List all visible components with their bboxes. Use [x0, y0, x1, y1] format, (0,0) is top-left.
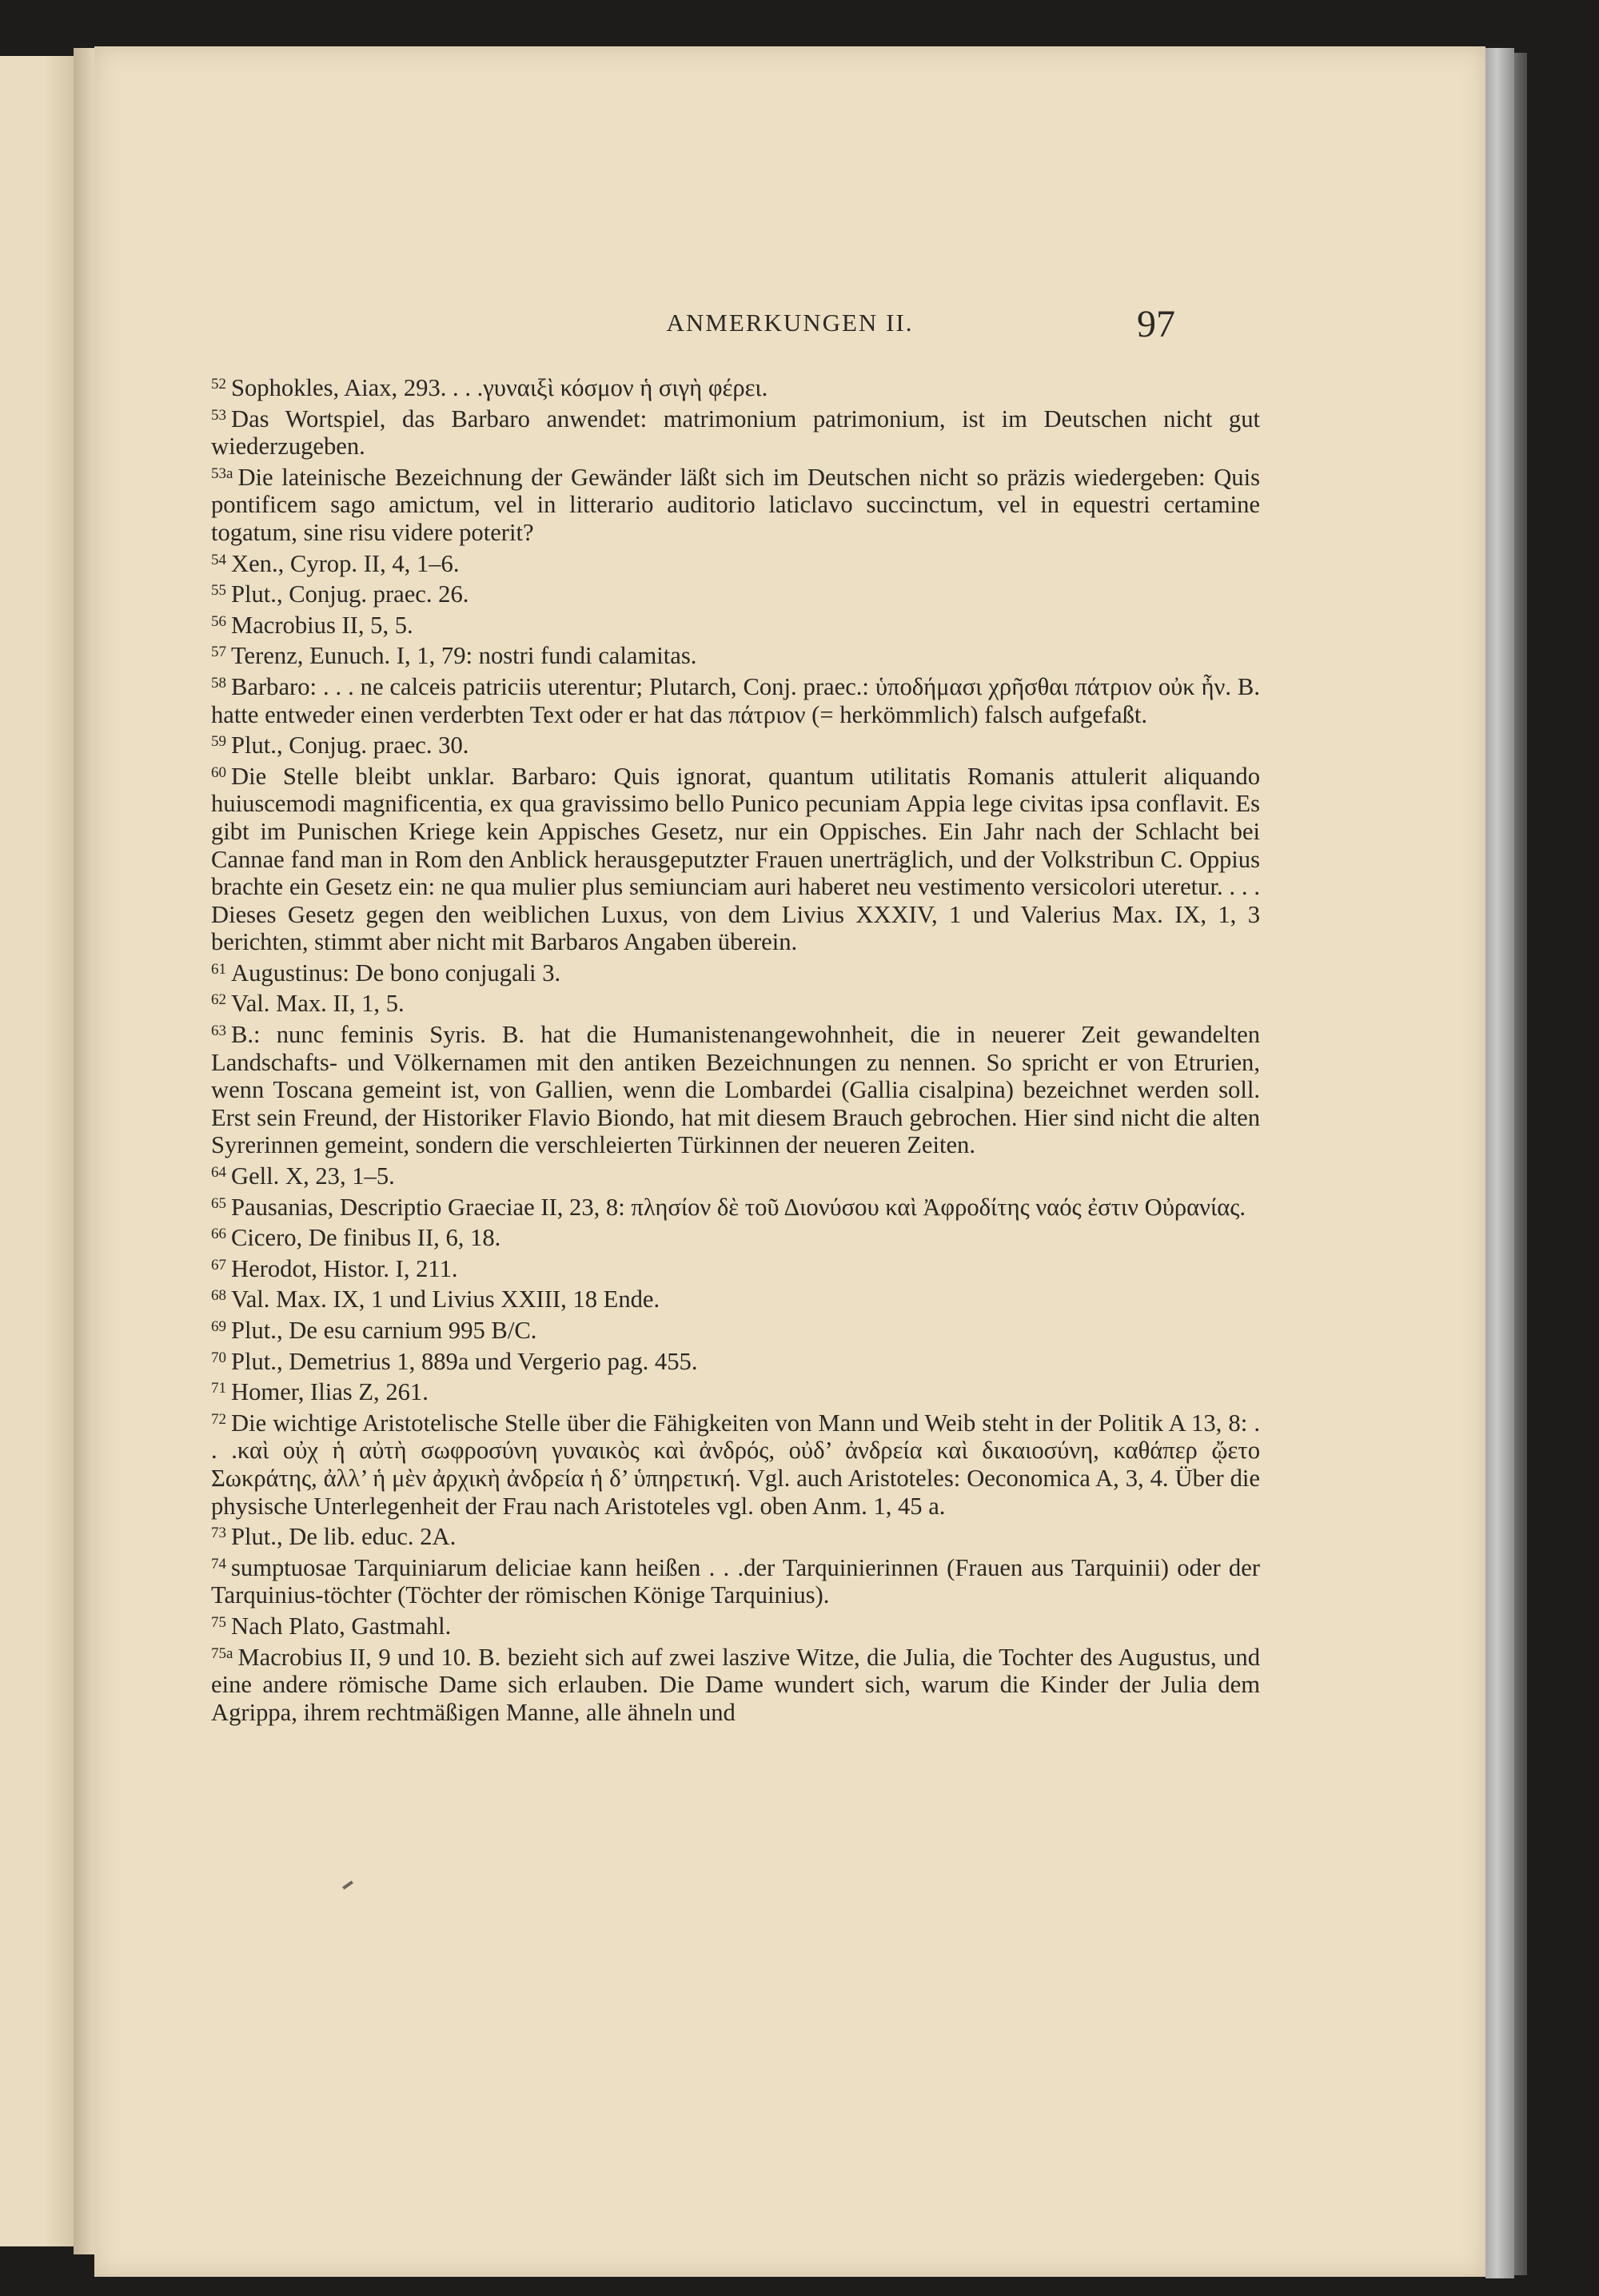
note-text: Die Stelle bleibt unklar. Barbaro: Quis ignorat, quantum utilitatis Romanis attulerit aliquando huiuscemodi magnificentia, ex qua gravissimo bello Punico pecuniam Appia lege civitas ipsa conflavit. Es gibt im Punischen Kriege kein Appisches Gesetz, nur ein Oppisches. Ein Jahr nach der Schlacht bei Cannae fand man in Rom den Anblick herausgeputzter Frauen unerträglich, und der Volkstribun C. Oppius brachte ein Gesetz ein: ne qua mulier plus semiunciam auri haberet neu vestimento versicolori uteretur. . . . Dieses Gesetz gegen den weiblichen Luxus, von dem Livius XXXIV, 1 und Valerius Max. IX, 1, 3 berichten, stimmt aber nicht mit Barbaros Angaben überein.	[211, 762, 1260, 956]
pencil-mark	[342, 1880, 353, 1889]
note-62	[211, 987, 1260, 1018]
note-64	[211, 1159, 1260, 1190]
note-52	[211, 371, 1260, 402]
note-text: Pausanias, Descriptio Graeciae II, 23, 8: πλησίον δὲ τοῦ Διονύσου καὶ Ἀφροδίτης ναός ἐστιν Οὐρανίας.	[231, 1193, 1246, 1221]
note-number: 63	[211, 1022, 226, 1040]
note-text: Augustinus: De bono conjugali 3.	[231, 959, 561, 987]
note-text: Herodot, Histor. I, 211.	[231, 1254, 458, 1282]
note-53a	[211, 460, 1260, 547]
note-number: 61	[211, 960, 226, 978]
note-number: 69	[211, 1318, 226, 1335]
note-70	[211, 1345, 1260, 1376]
note-text: B.: nunc feminis Syris. B. hat die Humanistenangewohnheit, die in neuerer Zeit gewandelten Landschafts- und Völkernamen mit den antiken Bezeichnungen zu nennen. So spricht er von Etrurien, wenn Toscana gemeint ist, von Gallien, wenn die Lombardei (Gallia cisalpina) bezeichnet werden soll. Erst sein Freund, der Historiker Flavio Biondo, hat mit diesem Brauch gebrochen. Hier sind nicht die alten Syrerinnen gemeint, sondern die verschleierten Türkinnen der neueren Zeiten.	[211, 1021, 1260, 1159]
note-text: Val. Max. II, 1, 5.	[231, 990, 405, 1018]
note-65	[211, 1190, 1260, 1222]
note-number: 53a	[211, 464, 233, 482]
note-number: 58	[211, 674, 226, 692]
note-number: 68	[211, 1287, 226, 1305]
note-number: 54	[211, 551, 226, 568]
facing-page-edge	[0, 56, 76, 2246]
note-text: Plut., Demetrius 1, 889a und Vergerio pag. 455.	[231, 1347, 698, 1375]
note-number: 52	[211, 376, 226, 393]
note-number: 71	[211, 1380, 226, 1397]
note-60	[211, 759, 1260, 956]
note-text: Plut., Conjug. praec. 30.	[231, 731, 469, 759]
running-title: ANMERKUNGEN II.	[666, 309, 914, 337]
note-number: 56	[211, 612, 226, 630]
note-text: Plut., De esu carnium 995 B/C.	[231, 1317, 537, 1344]
note-55	[211, 577, 1260, 608]
note-75	[211, 1609, 1260, 1640]
note-number: 65	[211, 1194, 226, 1212]
note-text: Barbaro: . . . ne calceis patriciis uterentur; Plutarch, Conj. praec.: ὑποδήμασι χρῆσθαι πάτριον οὐκ ἦν. B. hatte entweder einen verderbten Text oder er hat das πάτριον (= herkömmlich) falsch aufgefaßt.	[211, 672, 1260, 728]
note-61	[211, 956, 1260, 987]
note-66	[211, 1221, 1260, 1252]
note-54	[211, 547, 1260, 578]
note-text: Homer, Ilias Z, 261.	[231, 1378, 429, 1406]
note-57	[211, 639, 1260, 670]
note-63	[211, 1018, 1260, 1159]
note-69	[211, 1313, 1260, 1345]
note-number: 64	[211, 1164, 226, 1182]
note-text: Cicero, De finibus II, 6, 18.	[231, 1224, 501, 1252]
note-number: 75a	[211, 1644, 233, 1662]
note-number: 73	[211, 1525, 226, 1542]
note-text: Das Wortspiel, das Barbaro anwendet: matrimonium patrimonium, ist im Deutschen nicht gut wiederzugeben.	[211, 405, 1260, 460]
note-text: Xen., Cyrop. II, 4, 1–6.	[231, 549, 460, 577]
note-text: Die wichtige Aristotelische Stelle über die Fähigkeiten von Mann und Weib steht in der Politik A 13, 8: . . .καὶ οὐχ ἡ αὐτὴ σωφροσύνη γυναικὸς καὶ ἀνδρός, οὐδ’ ἀνδρεία καὶ δικαιοσύνη, καθάπερ ᾤετο Σωκράτης, ἀλλ’ ἡ μὲν ἀρχικὴ ἀνδρεία ἡ δ’ ὑπηρετική. Vgl. auch Aristoteles: Oeconomica A, 3, 4. Über die physische Unterlegenheit der Frau nach Aristoteles vgl. oben Anm. 1, 45 a.	[211, 1409, 1260, 1520]
note-text: Terenz, Eunuch. I, 1, 79: nostri fundi calamitas.	[231, 642, 697, 670]
endnotes	[211, 371, 1260, 1726]
note-72	[211, 1406, 1260, 1520]
note-67	[211, 1252, 1260, 1283]
note-number: 70	[211, 1349, 226, 1366]
note-68	[211, 1282, 1260, 1313]
book-gutter	[74, 48, 96, 2254]
page-number: 97	[1137, 303, 1175, 345]
note-number: 59	[211, 733, 226, 751]
note-text: Nach Plato, Gastmahl.	[231, 1612, 452, 1640]
note-number: 67	[211, 1256, 226, 1274]
note-73	[211, 1520, 1260, 1551]
note-74	[211, 1551, 1260, 1609]
book-page	[94, 46, 1485, 2277]
note-number: 53	[211, 406, 226, 424]
note-number: 57	[211, 644, 226, 661]
note-text: Gell. X, 23, 1–5.	[231, 1162, 395, 1190]
note-56	[211, 608, 1260, 640]
note-number: 55	[211, 582, 226, 600]
note-text: Macrobius II, 9 und 10. B. bezieht sich auf zwei laszive Witze, die Julia, die Tochter des Augustus, und eine andere römische Dame sich erlauben. Die Dame wundert sich, warum die Kinder der Julia dem Agrippa, ihrem rechtmäßigen Manne, alle ähneln und	[211, 1643, 1260, 1726]
note-53	[211, 402, 1260, 460]
book-cover-edge	[1514, 53, 1527, 2275]
page-stack-edge	[1485, 48, 1514, 2278]
note-number: 72	[211, 1410, 226, 1428]
note-text: Macrobius II, 5, 5.	[231, 611, 413, 639]
note-text: Sophokles, Aiax, 293. . . .γυναιξὶ κόσμον ἡ σιγὴ φέρει.	[231, 374, 768, 401]
note-75a	[211, 1640, 1260, 1727]
note-58	[211, 670, 1260, 728]
note-number: 74	[211, 1555, 226, 1573]
note-number: 62	[211, 991, 226, 1009]
note-71	[211, 1375, 1260, 1406]
note-number: 60	[211, 763, 226, 781]
note-text: Plut., Conjug. praec. 26.	[231, 580, 469, 608]
note-text: Die lateinische Bezeichnung der Gewänder läßt sich im Deutschen nicht so präzis wiedergeben: Quis pontificem sago amictum, vel in litterario auditorio laticlavo succinctum, vel in equestri certamine togatum, sine risu videre poterit?	[211, 463, 1260, 546]
note-text: Val. Max. IX, 1 und Livius XXIII, 18 Ende.	[231, 1286, 660, 1313]
running-header	[94, 286, 1485, 350]
note-59	[211, 728, 1260, 759]
note-text: sumptuosae Tarquiniarum deliciae kann heißen . . .der Tarquinierinnen (Frauen aus Tarquinii) oder der Tarquinius-töchter (Töchter der römischen Könige Tarquinius).	[211, 1553, 1260, 1609]
note-text: Plut., De lib. educ. 2A.	[231, 1523, 457, 1551]
note-number: 75	[211, 1613, 226, 1631]
note-number: 66	[211, 1226, 226, 1243]
